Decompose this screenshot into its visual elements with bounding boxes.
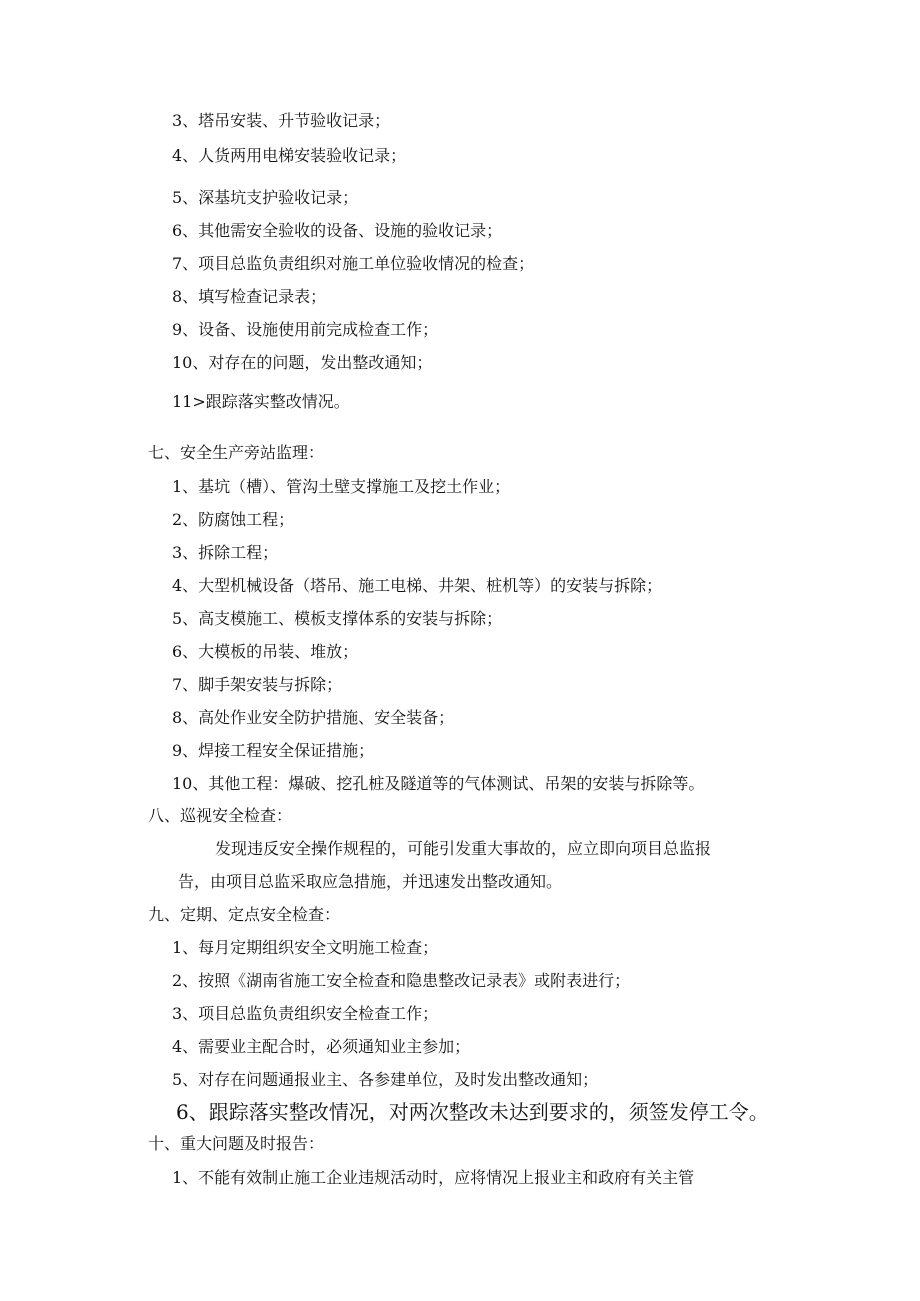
list-item: 6、大模板的吊装、堆放； [172, 642, 359, 661]
list-item: 3、拆除工程； [172, 543, 279, 562]
section-heading: 九、定期、定点安全检查： [148, 905, 341, 924]
list-item: 6、其他需安全验收的设备、设施的验收记录； [172, 221, 503, 240]
list-item: 1、不能有效制止施工企业违规活动时，应将情况上报业主和政府有关主管 [172, 1168, 695, 1187]
list-item: 5、高支模施工、模板支撑体系的安装与拆除； [172, 609, 503, 628]
list-item: 9、焊接工程安全保证措施； [172, 741, 375, 760]
list-item: 4、大型机械设备（塔吊、施工电梯、井架、桩机等）的安装与拆除； [172, 576, 663, 595]
list-item: 1、每月定期组织安全文明施工检查； [172, 938, 439, 957]
paragraph-line: 发现违反安全操作规程的，可能引发重大事故的，应立即向项目总监报 [215, 839, 712, 858]
list-item: 11>跟踪落实整改情况。 [172, 392, 350, 411]
section-heading: 八、巡视安全检查： [148, 806, 293, 825]
list-item: 8、高处作业安全防护措施、安全装备； [172, 708, 455, 727]
list-item: 2、按照《湖南省施工安全检查和隐患整改记录表》或附表进行； [172, 971, 631, 990]
list-item: 5、对存在问题通报业主、各参建单位，及时发出整改通知； [172, 1070, 599, 1089]
list-item: 4、需要业主配合时，必须通知业主参加； [172, 1037, 471, 1056]
list-item: 5、深基坑支护验收记录； [172, 188, 359, 207]
list-item: 2、防腐蚀工程； [172, 510, 295, 529]
list-item: 10、对存在的问题，发出整改通知； [172, 353, 433, 372]
list-item: 10、其他工程：爆破、挖孔桩及隧道等的气体测试、吊架的安装与拆除等。 [172, 774, 705, 793]
list-item: 7、脚手架安装与拆除； [172, 675, 343, 694]
list-item: 3、项目总监负责组织安全检查工作； [172, 1004, 439, 1023]
list-item: 4、人货两用电梯安装验收记录； [172, 146, 407, 165]
list-item: 1、基坑（槽）、管沟土壁支撑施工及挖土作业； [172, 477, 511, 496]
list-item: 7、项目总监负责组织对施工单位验收情况的检查； [172, 254, 535, 273]
paragraph-line: 告，由项目总监采取应急措施，并迅速发出整改通知。 [178, 872, 563, 891]
section-heading: 七、安全生产旁站监理： [148, 443, 325, 462]
list-item: 3、塔吊安装、升节验收记录； [172, 111, 391, 130]
section-heading: 十、重大问题及时报告： [148, 1134, 325, 1153]
list-item: 6、跟踪落实整改情况，对两次整改未达到要求的，须签发停工令。 [176, 1100, 769, 1124]
list-item: 8、填写检查记录表； [172, 287, 327, 306]
list-item: 9、设备、设施使用前完成检查工作； [172, 320, 439, 339]
